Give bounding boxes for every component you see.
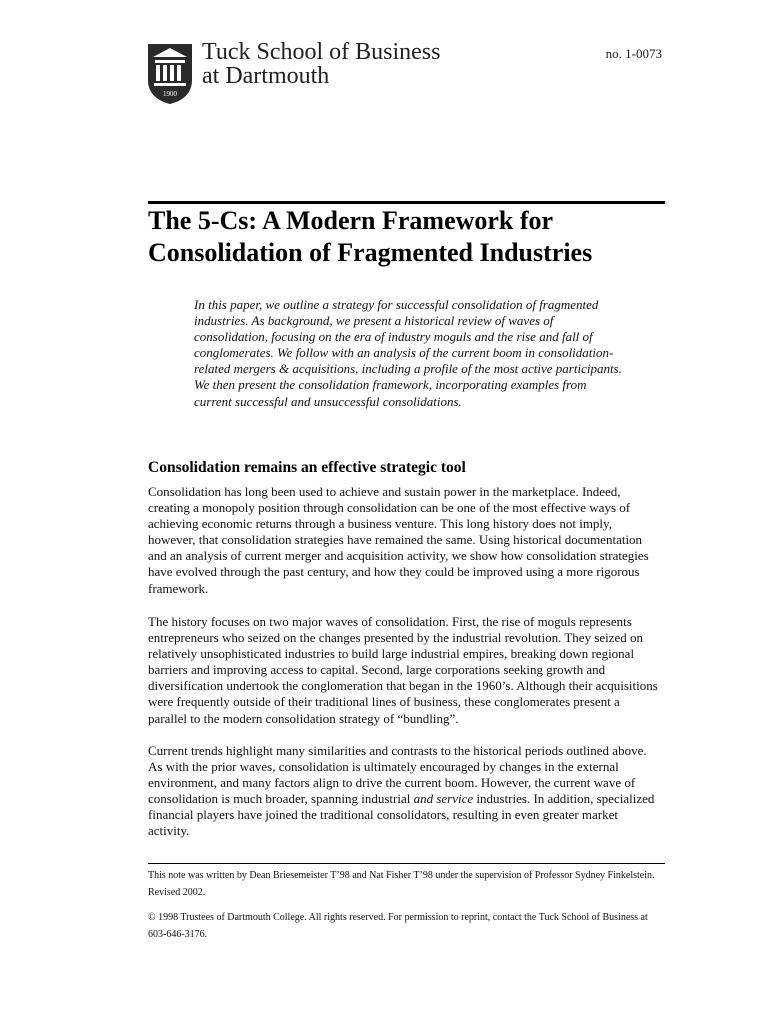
section-heading: Consolidation remains an effective strategic tool bbox=[148, 459, 466, 476]
body-paragraph: The history focuses on two major waves of consolidation. First, the rise of moguls represents entrepreneurs who seized on the changes presented by the industrial revolution. They seized on relatively unsophisticated industries to build large industrial empires, breaking down regional barriers and improving access to capital. Second, large corporations seeking growth and diversification undertook the conglomeration that began in the 1960’s. Although their acquisitions were frequently outside of their traditional lines of business, these conglomerates present a parallel to the modern consolidation strategy of “bundling”. bbox=[148, 614, 658, 726]
body-paragraph bbox=[148, 743, 658, 840]
body-paragraph: Consolidation has long been used to achieve and sustain power in the marketplace. Indeed, creating a monopoly position through consolidation can be one of the most effective ways of achieving economic returns through a business venture. This long history does not imply, however, that consolidation strategies have remained the same. Using historical documentation and an analysis of current merger and acquisition activity, we show how consolidation strategies have evolved through the past century, and how they could be improved using a more rigorous framework. bbox=[148, 484, 649, 596]
abstract: In this paper, we outline a strategy for successful consolidation of fragmented industries. As background, we present a historical review of waves of consolidation, focusing on the era of industry moguls and the rise and fall of conglomerates. We follow with an analysis of the current boom in consolidation-related mergers & acquisitions, including a profile of the most active participants. We then present the consolidation framework, incorporating examples from current successful and unsuccessful consolidations. bbox=[194, 297, 622, 409]
school-name: Tuck School of Business bbox=[202, 39, 441, 65]
tuck-logo bbox=[146, 39, 446, 106]
footnote-rule bbox=[148, 863, 665, 864]
copyright-note: © 1998 Trustees of Dartmouth College. All rights reserved. For permission to reprint, contact the Tuck School of Business at 603-646-3176. bbox=[148, 912, 648, 940]
title-rule bbox=[148, 201, 665, 204]
authorship-note: This note was written by Dean Briesemeister T’98 and Nat Fisher T’98 under the supervision of Professor Sydney Finkelstein. Revised 2002. bbox=[148, 870, 655, 898]
seal-year: 1900 bbox=[163, 90, 177, 98]
emphasis-text: and service bbox=[413, 791, 474, 807]
document-title: The 5-Cs: A Modern Framework for Consolidation of Fragmented Industries bbox=[148, 206, 593, 267]
document-number: no. 1-0073 bbox=[605, 46, 662, 61]
tuck-seal-icon bbox=[146, 42, 194, 106]
school-affiliation: at Dartmouth bbox=[202, 63, 330, 89]
paragraph-text: industries. In addition, specialized financial players have joined the traditional consolidators, resulting in even greater market activity. bbox=[148, 791, 655, 839]
paragraph-text: Current trends highlight many similarities and contrasts to the historical periods outlined above. As with the prior waves, consolidation is ultimately encouraged by changes in the external environment, and many factors align to drive the current boom. However, the current wave of consolidation is much broader, spanning industrial bbox=[148, 743, 647, 807]
